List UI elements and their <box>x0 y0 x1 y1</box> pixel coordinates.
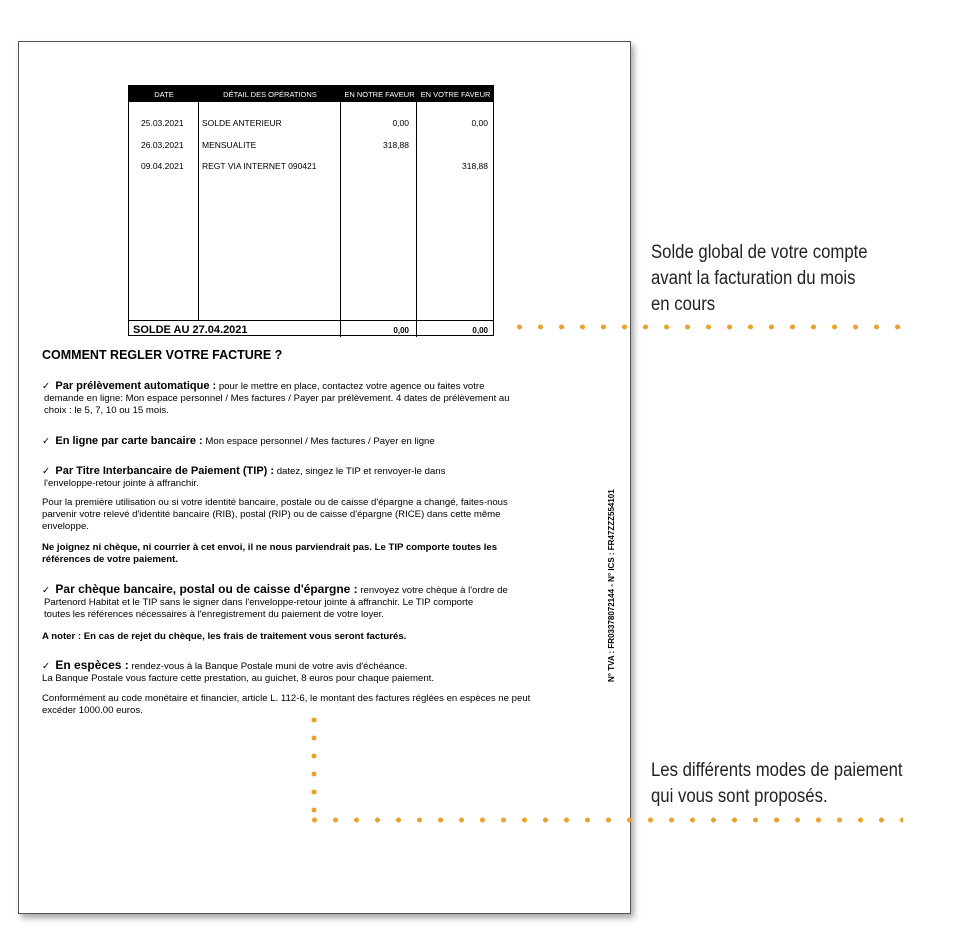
tip-title: Par Titre Interbancaire de Paiement (TIP) : <box>55 465 275 477</box>
prelevement-title: Par prélèvement automatique : <box>55 380 217 392</box>
row-detail: MENSUALITE <box>202 140 257 150</box>
modes-dotted-line <box>304 817 903 823</box>
total-notre: 0,00 <box>393 326 409 335</box>
cheque-block: ✓ Par chèque bancaire, postal ou de caisse d'épargne : renvoyez votre chèque à l'ordre de Partenord Habitat et le TIP sans le signer dans l'enveloppe-retour jointe à affranchir. Le TIP comporte toutes les références nécessaires à l'enregistrement du paiement de votre loyer. <box>42 582 508 620</box>
annotation-modes: Les différents modes de paiement qui vous sont proposés. <box>651 760 903 807</box>
modes-dotted-vertical <box>311 711 317 819</box>
header-notre-faveur: EN NOTRE FAVEUR <box>344 90 415 99</box>
vat-ics-number: N° TVA : FR03378072144 - N° ICS : FR47ZZZ554101 <box>607 489 616 682</box>
tip-block: ✓ Par Titre Interbancaire de Paiement (TIP) : datez, singez le TIP et renvoyer-le dans l'enveloppe-retour jointe à affranchir. <box>42 465 446 489</box>
tip-warning: Ne joignez ni chèque, ni courrier à cet envoi, il ne nous parviendrait pas. Le TIP comporte toutes les références de votre paiement. <box>42 542 498 565</box>
cheque-note: A noter : En cas de rejet du chèque, les frais de traitement vous seront facturés. <box>42 631 407 642</box>
check-icon: ✓ <box>42 466 51 477</box>
row-detail: REGT VIA INTERNET 090421 <box>202 161 317 171</box>
total-votre: 0,00 <box>472 326 488 335</box>
header-date: DATE <box>154 90 174 99</box>
total-label: SOLDE AU 27.04.2021 <box>133 324 248 336</box>
especes-legal: Conformément au code monétaire et financier, article L. 112-6, le montant des factures réglées en espèces ne peut excéder 1000.00 euros. <box>42 693 531 716</box>
tip-paragraph: Pour la première utilisation ou si votre identité bancaire, postale ou de caisse d'épargne a changé, faites-nous parvenir votre relevé d'identité bancaire (RIB), postal (RIP) ou de caisse d'épargne (RICE) dans cette même enveloppe. <box>42 497 508 532</box>
invoice-page <box>18 41 631 914</box>
check-icon: ✓ <box>42 585 51 596</box>
statement-table <box>128 85 494 336</box>
check-icon: ✓ <box>42 381 51 392</box>
payment-title: COMMENT REGLER VOTRE FACTURE ? <box>42 348 283 362</box>
annotation-solde: Solde global de votre compte avant la facturation du mois en cours <box>651 242 868 315</box>
header-votre-faveur: EN VOTRE FAVEUR <box>420 90 491 99</box>
cheque-title: Par chèque bancaire, postal ou de caisse d'épargne : <box>55 582 358 596</box>
row-votre: 0,00 <box>471 118 488 128</box>
especes-title: En espèces : <box>55 658 129 672</box>
statement-header <box>129 86 493 102</box>
check-icon: ✓ <box>42 436 51 447</box>
especes-block: ✓ En espèces : rendez-vous à la Banque Postale muni de votre avis d'échéance. La Banque Postale vous facture cette prestation, au guichet, 8 euros pour chaque paiement. <box>42 658 435 684</box>
row-date: 25.03.2021 <box>141 118 184 128</box>
header-detail: DÉTAIL DES OPÉRATIONS <box>223 90 317 99</box>
check-icon: ✓ <box>42 661 51 672</box>
carte-block: ✓ En ligne par carte bancaire : Mon espace personnel / Mes factures / Payer en ligne <box>42 435 435 447</box>
row-notre: 318,88 <box>383 140 409 150</box>
solde-dotted-line <box>509 324 903 330</box>
row-date: 26.03.2021 <box>141 140 184 150</box>
prelevement-block: ✓ Par prélèvement automatique : pour le mettre en place, contactez votre agence ou faites votre demande en ligne: Mon espace personnel / Mes factures / Payer par prélèvement. 4 dates de prélèvement au choix : le 5, 7, 10 ou 15 mois. <box>42 380 510 416</box>
row-detail: SOLDE ANTERIEUR <box>202 118 282 128</box>
row-date: 09.04.2021 <box>141 161 184 171</box>
carte-title: En ligne par carte bancaire : <box>55 435 203 447</box>
row-votre: 318,88 <box>462 161 488 171</box>
row-notre: 0,00 <box>392 118 409 128</box>
